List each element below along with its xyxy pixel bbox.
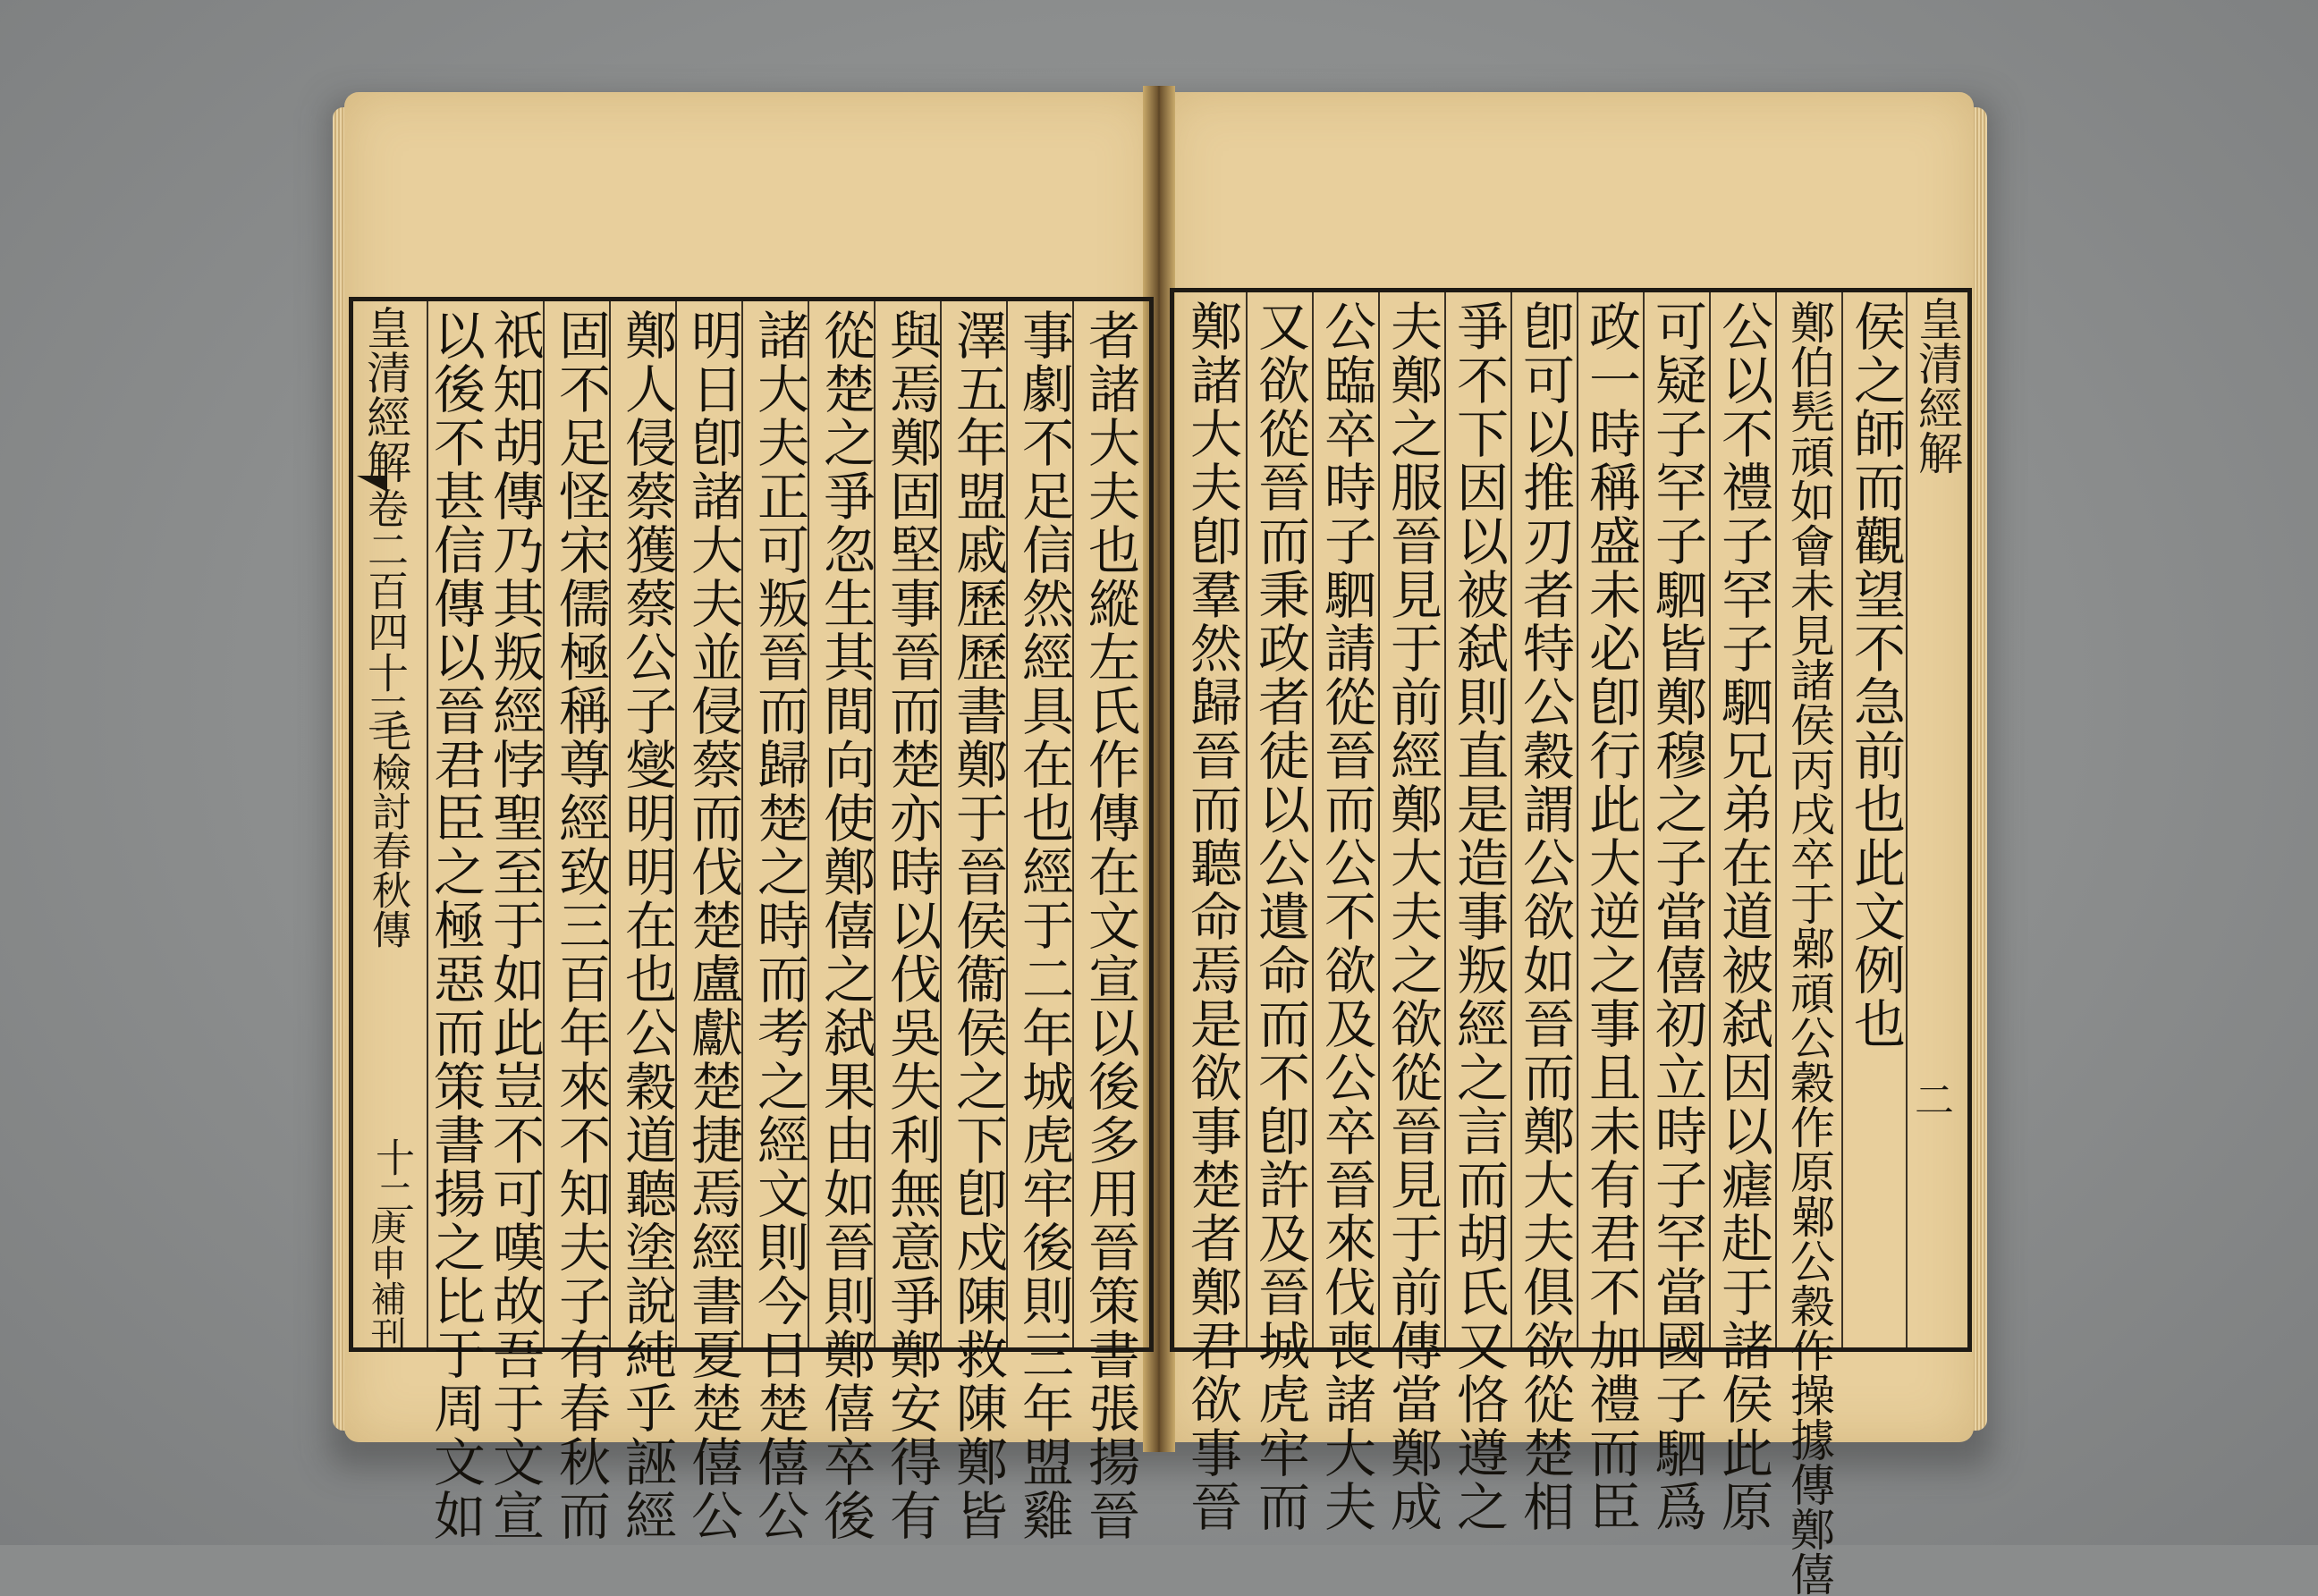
text-column: 澤五年盟戚歷歷書鄭于晉侯衞侯之下卽戍陳救陳鄭皆 — [947, 308, 1008, 1542]
column-rule — [1643, 292, 1645, 1347]
text-column: 以後不甚信傳以晉君臣之極惡而策書揚之比于周文如 — [425, 308, 486, 1542]
volume-number: 卷二百四十三 — [361, 487, 410, 734]
section-title: 毛檢討春秋傳 — [365, 713, 410, 949]
text-column: 鄭人侵蔡獲蔡公子燮明明在也公穀道聽塗說純乎誣經 — [616, 308, 677, 1542]
page-number: 十二 — [368, 1137, 414, 1216]
text-column: 可疑子罕子駟皆鄭穆之子當僖初立時子罕當國子駟爲 — [1646, 300, 1707, 1533]
text-column: 公以不禮子罕子駟兄弟在道被弑因以瘧赴于諸侯此原 — [1713, 300, 1773, 1533]
text-column: 與焉鄭固堅事晉而楚亦時以伐吳失利無意爭鄭安得有 — [881, 308, 942, 1542]
text-column: 祇知胡傳乃其叛經悖聖至于如此豈不可嘆故吾于文宣 — [484, 308, 545, 1542]
right-margin-strip — [1905, 292, 1967, 1347]
print-note: 庚申補刊 — [365, 1209, 406, 1352]
text-column: 鄭伯髡頑如會未見諸侯丙戌卒于鄵頑公穀作原鄵公穀作操據傳鄭僖 — [1783, 300, 1835, 1596]
column-rule — [1577, 292, 1578, 1347]
page-number: 二 — [1908, 1079, 1953, 1119]
column-rule — [1444, 292, 1446, 1347]
text-column: 公臨卒時子駟請從晉而公不欲及公卒晉來伐喪諸大夫 — [1316, 300, 1376, 1533]
column-rule — [1709, 292, 1711, 1347]
text-column: 又欲從晉而秉政者徒以公遺命而不卽許及晉城虎牢而 — [1249, 300, 1310, 1533]
text-column: 侯之師而觀望不急前也此文例也 — [1845, 300, 1906, 1051]
book-title: 皇清經解 — [360, 305, 411, 484]
column-rule — [1841, 292, 1843, 1347]
right-text-frame — [1170, 288, 1972, 1596]
column-rule — [1775, 292, 1777, 1347]
column-rule — [1246, 292, 1248, 1347]
column-rule — [1378, 292, 1380, 1347]
text-column: 卽可以推刃者特公穀謂公欲如晉而鄭大夫俱欲從楚相 — [1514, 300, 1575, 1533]
text-column: 爭不下因以被弑則直是造事叛經之言而胡氏又恪遵之 — [1448, 300, 1509, 1533]
text-column: 諸大夫正可叛晉而歸楚之時而考之經文則今日楚僖公 — [749, 308, 809, 1542]
column-rule — [1312, 292, 1314, 1347]
text-column: 者諸大夫也縱左氏作傳在文宣以後多用晉策書張揚晉 — [1079, 308, 1140, 1542]
text-column: 鄭諸大夫卽羣然歸晉而聽命焉是欲事楚者鄭君欲事晉 — [1181, 300, 1242, 1533]
book-title: 皇清經解 — [1911, 296, 1963, 475]
column-rule — [1510, 292, 1512, 1347]
text-column: 固不足怪宋儒極稱尊經致三百年來不知夫子有春秋而 — [550, 308, 611, 1542]
text-column: 夫鄭之服晉見于前經鄭大夫之欲從晉見于前傳當鄭成 — [1382, 300, 1442, 1533]
left-text-frame — [349, 297, 1154, 1542]
text-column: 政一時稱盛未必卽行此大逆之事且未有君不加禮而臣 — [1580, 300, 1641, 1533]
text-column: 從楚之爭忽生其間向使鄭僖之弑果由如晉則鄭僖卒後 — [815, 308, 876, 1542]
text-column: 明日卽諸大夫並侵蔡而伐楚盧獻楚捷焉經書夏楚僖公 — [682, 308, 743, 1542]
text-column: 事劇不足信然經具在也經于二年城虎牢後則三年盟雞 — [1013, 308, 1074, 1542]
left-margin-strip — [353, 301, 425, 1352]
